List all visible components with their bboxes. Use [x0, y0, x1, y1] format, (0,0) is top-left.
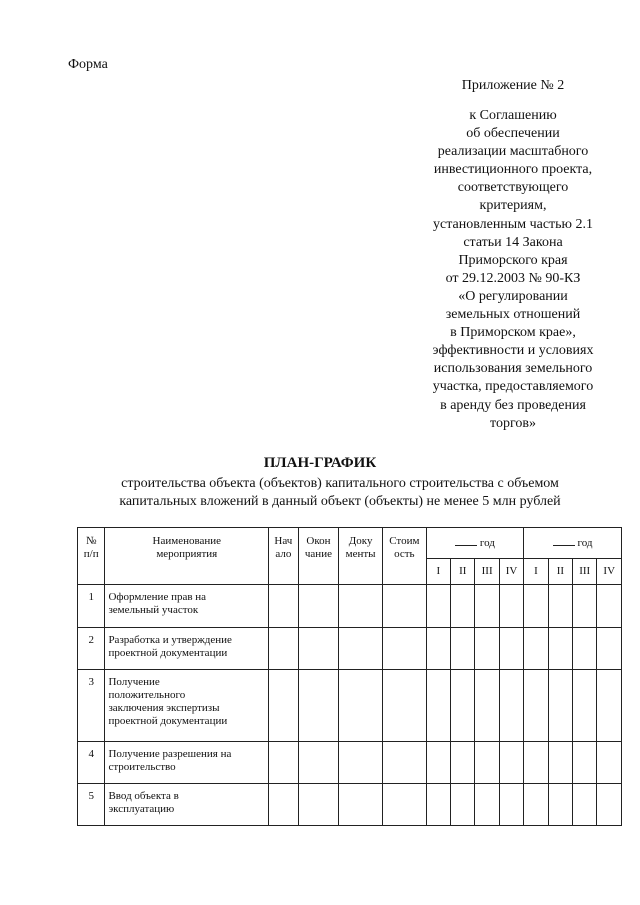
- cell[interactable]: [339, 784, 383, 826]
- table-row: [78, 670, 622, 742]
- cell[interactable]: [298, 585, 339, 628]
- cell[interactable]: [298, 742, 339, 784]
- cell[interactable]: [573, 628, 597, 670]
- cell[interactable]: [475, 585, 499, 628]
- quarter-header: IV: [597, 559, 622, 585]
- header-end: Окон чание: [298, 528, 339, 585]
- row-num: 1: [78, 585, 105, 628]
- table-row: [78, 628, 622, 670]
- cell[interactable]: [426, 670, 450, 742]
- cell[interactable]: [524, 742, 548, 784]
- row-num: 5: [78, 784, 105, 826]
- annex-line: торгов»: [490, 415, 536, 431]
- annex-line: реализации масштабного: [437, 144, 589, 160]
- cell[interactable]: [339, 742, 383, 784]
- cell[interactable]: [339, 670, 383, 742]
- cell[interactable]: [451, 742, 475, 784]
- row-activity: Получение положительного заключения экспертизы проектной документации: [105, 670, 269, 742]
- annex-line: соответствующего: [457, 180, 569, 196]
- header-name: Наименование мероприятия: [105, 528, 269, 585]
- annex-text: [400, 107, 626, 433]
- row-activity: Разработка и утверждение проектной документации: [105, 628, 269, 670]
- annex-block: [400, 77, 626, 433]
- cell[interactable]: [475, 742, 499, 784]
- cell[interactable]: [269, 670, 298, 742]
- quarter-header: III: [573, 559, 597, 585]
- annex-line: «О регулировании: [458, 288, 568, 304]
- cell[interactable]: [597, 585, 622, 628]
- cell[interactable]: [451, 784, 475, 826]
- cell[interactable]: [382, 784, 426, 826]
- annex-line: в аренду без проведения: [440, 397, 586, 413]
- annex-line: Приморского края: [458, 252, 568, 268]
- plan-subtitle-line: капитальных вложений в данный объект (объекты) не менее 5 млн рублей: [119, 494, 561, 509]
- cell[interactable]: [382, 670, 426, 742]
- quarter-header: II: [451, 559, 475, 585]
- cell[interactable]: [298, 628, 339, 670]
- header-row: [78, 528, 622, 559]
- cell[interactable]: [451, 628, 475, 670]
- cell[interactable]: [451, 670, 475, 742]
- cell[interactable]: [475, 628, 499, 670]
- cell[interactable]: [524, 670, 548, 742]
- cell[interactable]: [269, 628, 298, 670]
- annex-line: установленным частью 2.1: [432, 216, 593, 232]
- row-num: 4: [78, 742, 105, 784]
- row-num: 2: [78, 628, 105, 670]
- header-year-2: год: [524, 528, 622, 559]
- annex-line: от 29.12.2003 № 90-КЗ: [445, 270, 581, 286]
- cell[interactable]: [524, 784, 548, 826]
- cell[interactable]: [475, 670, 499, 742]
- cell[interactable]: [475, 784, 499, 826]
- cell[interactable]: [339, 628, 383, 670]
- row-activity: Получение разрешения на строительство: [105, 742, 269, 784]
- row-activity: Ввод объекта в эксплуатацию: [105, 784, 269, 826]
- quarter-header: II: [548, 559, 572, 585]
- annex-line: использования земельного: [433, 361, 593, 377]
- year-blank: [553, 536, 575, 546]
- cell[interactable]: [548, 670, 572, 742]
- cell[interactable]: [426, 784, 450, 826]
- cell[interactable]: [451, 585, 475, 628]
- cell[interactable]: [548, 585, 572, 628]
- cell[interactable]: [339, 585, 383, 628]
- cell[interactable]: [573, 784, 597, 826]
- schedule-table: [77, 527, 622, 826]
- cell[interactable]: [548, 784, 572, 826]
- cell[interactable]: [499, 585, 523, 628]
- cell[interactable]: [573, 585, 597, 628]
- cell[interactable]: [548, 628, 572, 670]
- cell[interactable]: [499, 628, 523, 670]
- cell[interactable]: [426, 628, 450, 670]
- cell[interactable]: [269, 784, 298, 826]
- table-row: [78, 742, 622, 784]
- cell[interactable]: [499, 670, 523, 742]
- annex-line: эффективности и условиях: [432, 343, 594, 359]
- plan-subtitle: [60, 475, 620, 511]
- table-row: [78, 784, 622, 826]
- cell[interactable]: [548, 742, 572, 784]
- cell[interactable]: [597, 742, 622, 784]
- header-docs: Доку менты: [339, 528, 383, 585]
- table-row: [78, 585, 622, 628]
- annex-line: инвестиционного проекта,: [433, 162, 593, 178]
- cell[interactable]: [597, 670, 622, 742]
- header-cost: Стоим ость: [382, 528, 426, 585]
- annex-line: к Соглашению: [469, 108, 557, 123]
- cell[interactable]: [426, 585, 450, 628]
- cell[interactable]: [573, 670, 597, 742]
- row-activity: Оформление прав на земельный участок: [105, 585, 269, 628]
- annex-line: критериям,: [479, 198, 547, 214]
- cell[interactable]: [597, 628, 622, 670]
- quarter-header: III: [475, 559, 499, 585]
- year-blank: [455, 536, 477, 546]
- annex-line: статьи 14 Закона: [463, 234, 563, 250]
- cell[interactable]: [269, 585, 298, 628]
- cell[interactable]: [573, 742, 597, 784]
- cell[interactable]: [499, 784, 523, 826]
- annex-line: участка, предоставляемого: [432, 379, 594, 395]
- plan-title: ПЛАН-ГРАФИК: [263, 455, 377, 471]
- quarter-header: IV: [499, 559, 523, 585]
- header-start: Нач ало: [269, 528, 298, 585]
- row-num: 3: [78, 670, 105, 742]
- cell[interactable]: [499, 742, 523, 784]
- cell[interactable]: [298, 784, 339, 826]
- cell[interactable]: [298, 670, 339, 742]
- quarter-header: I: [426, 559, 450, 585]
- cell[interactable]: [426, 742, 450, 784]
- cell[interactable]: [382, 628, 426, 670]
- cell[interactable]: [597, 784, 622, 826]
- annex-line: в Приморском крае»,: [450, 325, 576, 341]
- form-label: Форма: [68, 57, 108, 72]
- annex-title: Приложение № 2: [461, 78, 565, 93]
- header-year-1: год: [426, 528, 524, 559]
- cell[interactable]: [269, 742, 298, 784]
- cell[interactable]: [524, 585, 548, 628]
- plan-subtitle-line: строительства объекта (объектов) капитального строительства с объемом: [121, 476, 559, 491]
- annex-line: об обеспечении: [466, 126, 560, 142]
- header-num: № п/п: [78, 528, 105, 585]
- quarter-header: I: [524, 559, 548, 585]
- cell[interactable]: [382, 742, 426, 784]
- cell[interactable]: [524, 628, 548, 670]
- annex-line: земельных отношений: [445, 307, 581, 323]
- cell[interactable]: [382, 585, 426, 628]
